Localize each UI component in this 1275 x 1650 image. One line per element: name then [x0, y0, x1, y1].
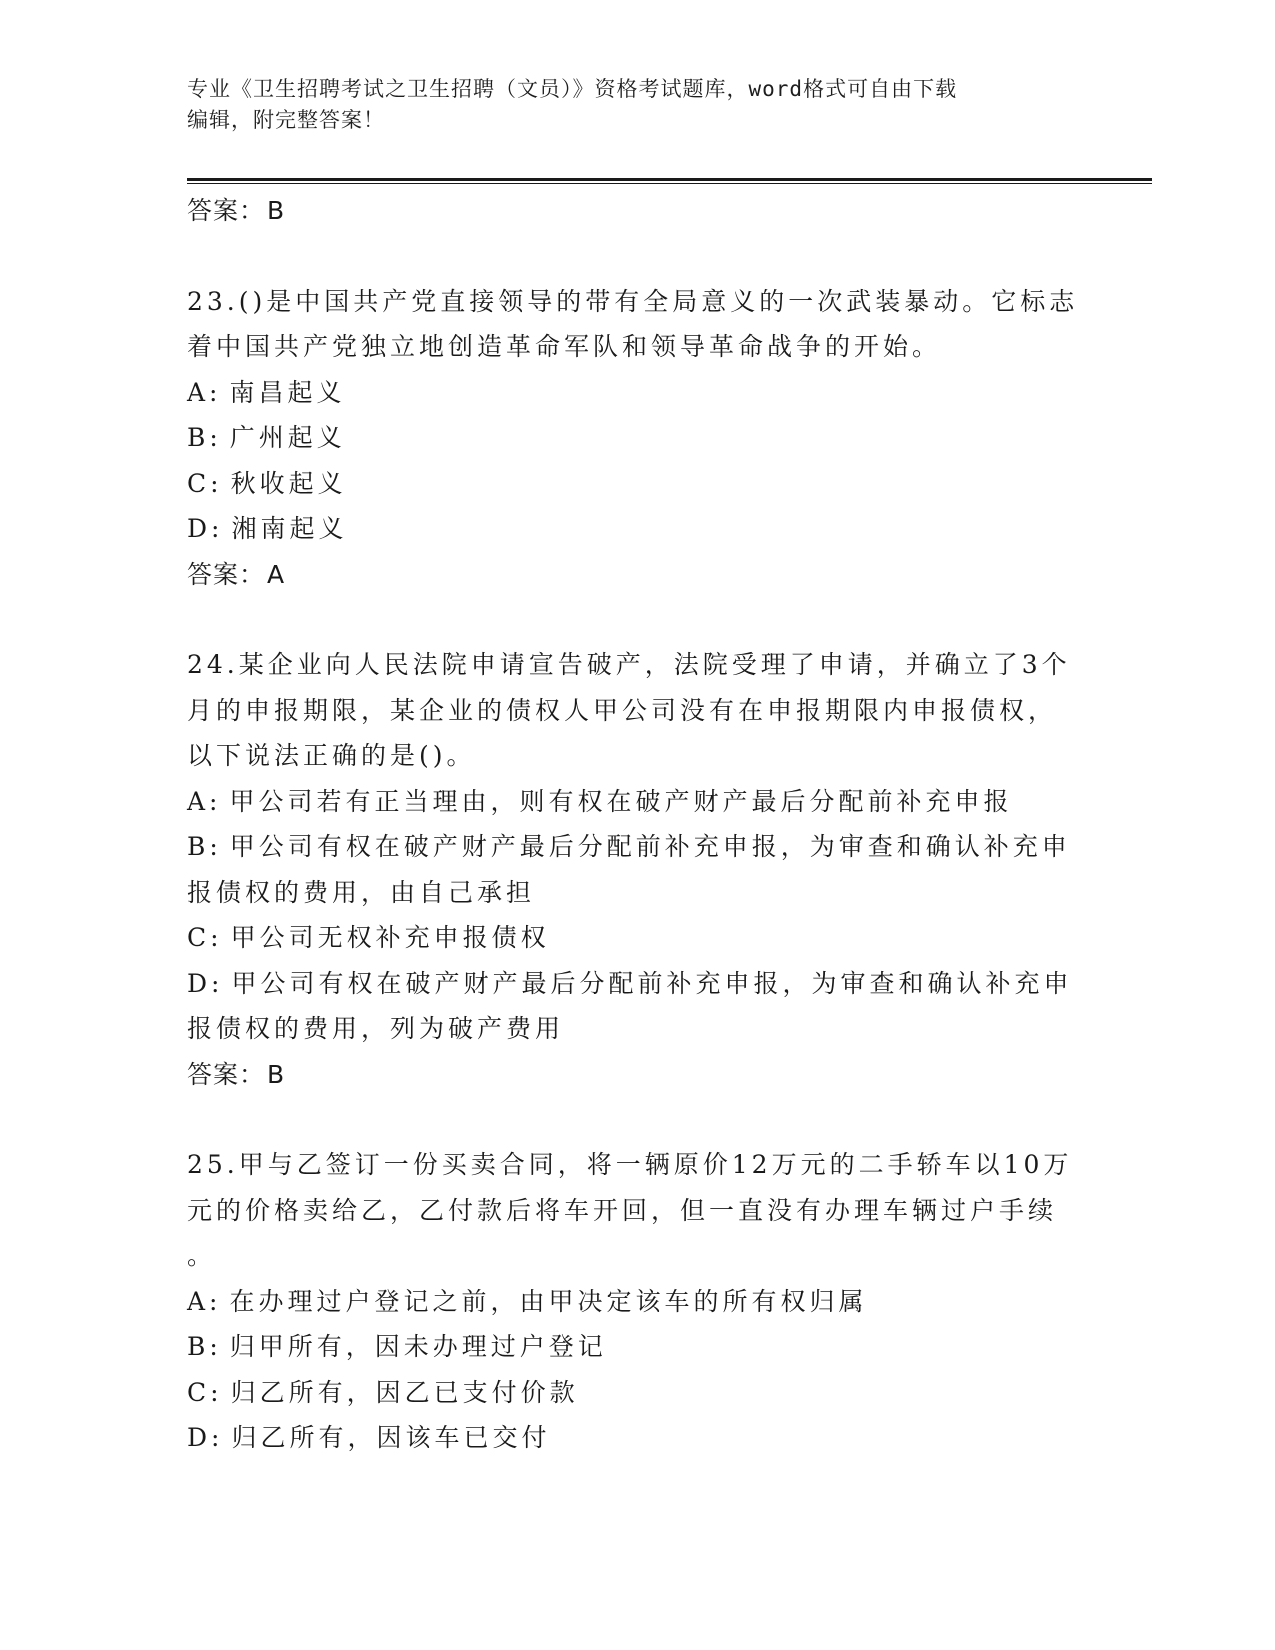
- option-d: [187, 961, 1087, 1007]
- option-key: B:: [187, 832, 222, 861]
- option-key: C:: [187, 1377, 223, 1407]
- question-stem-line: 24.某企业向人民法院申请宣告破产，法院受理了申请，并确立了3个: [187, 650, 1071, 679]
- question-stem-line: 元的价格卖给乙，乙付款后将车开回，但一直没有办理车辆过户手续: [187, 1195, 1058, 1225]
- option-key: D:: [187, 514, 224, 543]
- option-key: A:: [187, 377, 222, 407]
- option-text: 甲公司若有正当理由，则有权在破产财产最后分配前补充申报: [229, 786, 1013, 816]
- option-text: 湘南起义: [231, 514, 348, 543]
- option-key: C:: [187, 923, 223, 952]
- option-key: B:: [187, 1332, 222, 1361]
- answer-value: B: [267, 1059, 286, 1089]
- option-d: [187, 1415, 1087, 1461]
- answer-23: [187, 552, 1087, 598]
- option-key: C:: [187, 468, 223, 498]
- option-key: D:: [187, 968, 224, 998]
- question-stem-line: 着中国共产党独立地创造革命军队和领导革命战争的开始。: [187, 332, 942, 361]
- question-23: [187, 279, 1087, 598]
- option-a: [187, 1279, 1087, 1325]
- option-key: D:: [187, 1423, 224, 1452]
- option-text: 归乙所有，因该车已交付: [231, 1423, 551, 1452]
- option-b: [187, 824, 1087, 870]
- option-d-continued: 报债权的费用，列为破产费用: [187, 1014, 565, 1043]
- option-key: A:: [187, 786, 222, 816]
- option-a: [187, 779, 1087, 825]
- option-b-continued: 报债权的费用，由自己承担: [187, 877, 536, 907]
- option-text: 在办理过户登记之前，由甲决定该车的所有权归属: [229, 1286, 868, 1316]
- option-text: 归甲所有，因未办理过户登记: [229, 1332, 607, 1361]
- answer-label: 答案：: [187, 559, 266, 589]
- answer-24: [187, 1052, 1087, 1098]
- option-key: A:: [187, 1286, 222, 1316]
- option-c: [187, 1370, 1087, 1416]
- question-stem-line: 以下说法正确的是()。: [187, 741, 476, 770]
- page-header: [187, 74, 1087, 136]
- question-stem-line: 23.()是中国共产党直接领导的带有全局意义的一次武装暴动。它标志: [187, 286, 1079, 316]
- option-text: 归乙所有，因乙已支付价款: [230, 1377, 579, 1407]
- question-stem-line: 25.甲与乙签订一份买卖合同，将一辆原价12万元的二手轿车以10万: [187, 1150, 1073, 1179]
- header-line-2: 编辑，附完整答案！: [187, 108, 385, 132]
- question-stem-line: 月的申报期限，某企业的债权人甲公司没有在申报期限内申报债权，: [187, 695, 1058, 725]
- answer-label: 答案：: [187, 1059, 266, 1089]
- option-key: B:: [187, 423, 222, 452]
- answer-value: B: [267, 196, 286, 225]
- question-25: [187, 1142, 1087, 1461]
- question-stem-line: 。: [187, 1241, 217, 1270]
- header-divider-thick: [187, 178, 1152, 181]
- option-d: [187, 506, 1087, 552]
- exam-content: [187, 188, 1087, 1461]
- option-text: 广州起义: [229, 423, 346, 452]
- option-text: 南昌起义: [229, 377, 346, 407]
- option-text: 甲公司有权在破产财产最后分配前补充申报，为审查和确认补充申: [229, 832, 1071, 861]
- option-text: 甲公司有权在破产财产最后分配前补充申报，为审查和确认补充申: [231, 968, 1073, 998]
- option-c: [187, 461, 1087, 507]
- answer-label: 答案：: [187, 196, 266, 225]
- answer-prev: [187, 188, 1087, 234]
- question-24: [187, 642, 1087, 1097]
- option-text: 秋收起义: [230, 468, 347, 498]
- option-text: 甲公司无权补充申报债权: [230, 923, 550, 952]
- option-a: [187, 370, 1087, 416]
- option-c: [187, 915, 1087, 961]
- option-b: [187, 415, 1087, 461]
- header-line-1: 专业《卫生招聘考试之卫生招聘（文员）》资格考试题库，word格式可自由下载: [187, 77, 958, 101]
- option-b: [187, 1324, 1087, 1370]
- header-divider-thin: [187, 183, 1152, 184]
- answer-value: A: [267, 559, 286, 589]
